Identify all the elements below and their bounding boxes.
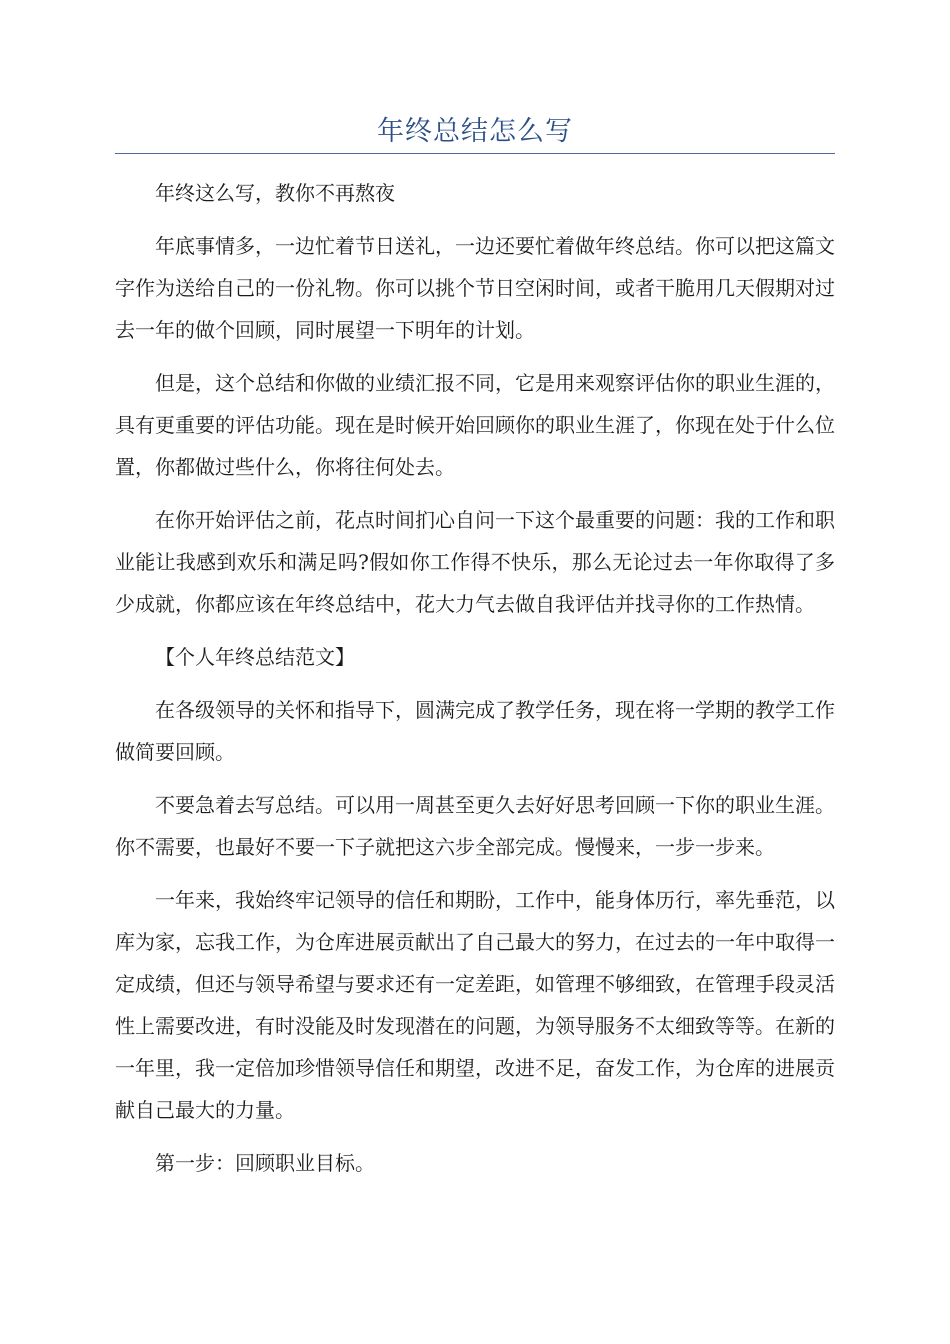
paragraph: 但是，这个总结和你做的业绩汇报不同，它是用来观察评估你的职业生涯的，具有更重要的评估功能。现在是时候开始回顾你的职业生涯了，你现在处于什么位置，你都做过些什么，你将往何处去。 [115, 371, 835, 479]
paragraph: 年底事情多，一边忙着节日送礼，一边还要忙着做年终总结。你可以把这篇文字作为送给自己的一份礼物。你可以挑个节日空闲时间，或者干脆用几天假期对过去一年的做个回顾，同时展望一下明年的计划。 [115, 234, 835, 342]
document-body [115, 172, 835, 1195]
paragraph: 不要急着去写总结。可以用一周甚至更久去好好思考回顾一下你的职业生涯。你不需要，也最好不要一下子就把这六步全部完成。慢慢来，一步一步来。 [115, 793, 835, 859]
paragraph: 在你开始评估之前，花点时间扪心自问一下这个最重要的问题：我的工作和职业能让我感到欢乐和满足吗?假如你工作得不快乐，那么无论过去一年你取得了多少成就，你都应该在年终总结中，花大力气去做自我评估并找寻你的工作热情。 [115, 508, 835, 616]
document-title: 年终总结怎么写 [377, 116, 573, 147]
paragraph-subtitle: 年终这么写，教你不再熬夜 [155, 181, 395, 205]
step-heading: 第一步：回顾职业目标。 [155, 1151, 375, 1175]
paragraph: 在各级领导的关怀和指导下，圆满完成了教学任务，现在将一学期的教学工作做简要回顾。 [115, 698, 835, 764]
paragraph: 一年来，我始终牢记领导的信任和期盼，工作中，能身体历行，率先垂范，以库为家，忘我工作，为仓库进展贡献出了自己最大的努力，在过去的一年中取得一定成绩，但还与领导希望与要求还有一定差距，如管理不够细致，在管理手段灵活性上需要改进，有时没能及时发现潜在的问题，为领导服务不太细致等等。在新的一年里，我一定倍加珍惜领导信任和期望，改进不足，奋发工作，为仓库的进展贡献自己最大的力量。 [115, 888, 835, 1122]
section-heading: 【个人年终总结范文】 [155, 645, 355, 669]
title-underline [115, 153, 835, 154]
